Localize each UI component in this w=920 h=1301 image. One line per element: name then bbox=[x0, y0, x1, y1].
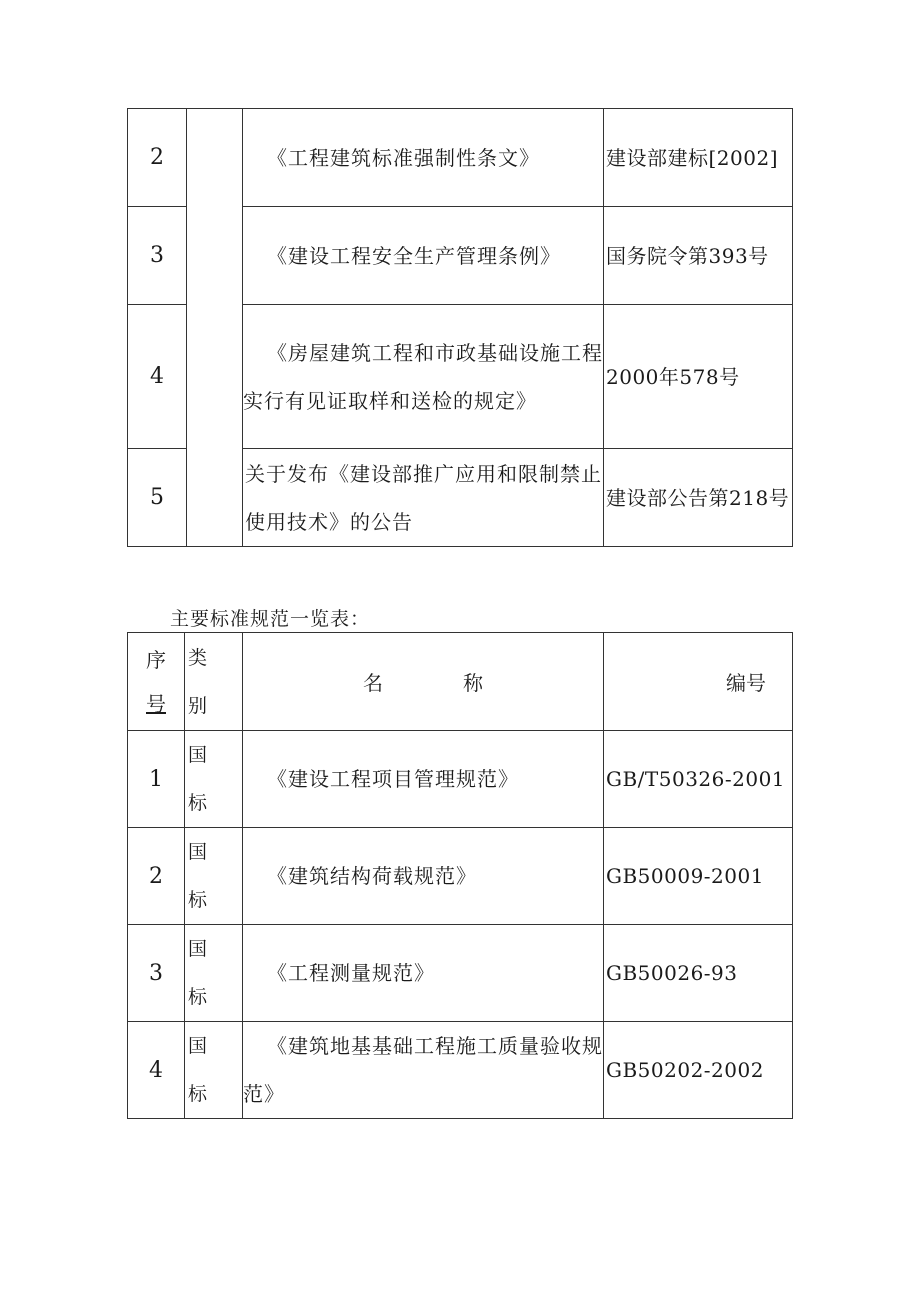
header-name bbox=[243, 633, 604, 731]
row-name bbox=[243, 449, 604, 547]
row-seq: 3 bbox=[128, 925, 185, 1022]
row-code bbox=[604, 925, 793, 1022]
row-code bbox=[604, 449, 793, 547]
header-code: 编号 bbox=[604, 633, 793, 731]
row-name-text: 《建筑结构荷载规范》 bbox=[267, 864, 477, 888]
header-seq-line1: 序 bbox=[146, 647, 166, 672]
row-category bbox=[185, 828, 243, 925]
row-category bbox=[185, 925, 243, 1022]
row-code-text: GB50026-93 bbox=[606, 961, 738, 985]
row-code bbox=[604, 731, 793, 828]
row-cat-line2: 标 bbox=[188, 1083, 208, 1105]
row-name-text: 《工程建筑标准强制性条文》 bbox=[267, 145, 540, 170]
row-seq: 2 bbox=[128, 828, 185, 925]
table-row bbox=[128, 731, 793, 828]
table-row bbox=[128, 925, 793, 1022]
row-category bbox=[185, 731, 243, 828]
row-cat-line1: 国 bbox=[188, 744, 208, 766]
header-category bbox=[185, 633, 243, 731]
table-row bbox=[128, 1022, 793, 1119]
row-code-text: 国务院令第393号 bbox=[606, 243, 769, 268]
row-code-text: GB/T50326-2001 bbox=[606, 767, 786, 791]
row-category bbox=[185, 1022, 243, 1119]
table-row bbox=[128, 828, 793, 925]
header-name-part1: 名 bbox=[363, 671, 383, 695]
row-seq: 2 bbox=[128, 109, 187, 207]
row-code bbox=[604, 1022, 793, 1119]
table-caption: 主要标准规范一览表： bbox=[170, 608, 371, 630]
row-name bbox=[243, 925, 604, 1022]
standards-table bbox=[127, 632, 793, 1119]
row-name bbox=[243, 207, 604, 305]
row-cat-line2: 标 bbox=[188, 792, 208, 814]
row-name bbox=[243, 109, 604, 207]
row-seq: 3 bbox=[128, 207, 187, 305]
row-seq: 4 bbox=[128, 305, 187, 449]
header-cat-line1: 类 bbox=[188, 646, 208, 669]
row-code bbox=[604, 207, 793, 305]
row-seq: 4 bbox=[128, 1022, 185, 1119]
row-code-text: 建设部建标[2002] bbox=[606, 145, 779, 170]
row-code-text: GB50009-2001 bbox=[606, 864, 764, 888]
row-name-text: 《建设工程安全生产管理条例》 bbox=[267, 243, 561, 268]
row-name bbox=[243, 305, 604, 449]
row-cat-line2: 标 bbox=[188, 889, 208, 911]
row-code bbox=[604, 305, 793, 449]
row-code-text: 建设部公告第218号 bbox=[606, 485, 790, 510]
header-seq bbox=[128, 633, 185, 731]
row-cat-line1: 国 bbox=[188, 938, 208, 960]
row-category bbox=[187, 109, 243, 547]
row-name-text: 《房屋建筑工程和市政基础设施工程实行有见证取样和送检的规定》 bbox=[243, 340, 603, 413]
header-row bbox=[128, 633, 793, 731]
row-cat-line2: 标 bbox=[188, 986, 208, 1008]
row-code-text: 2000年578号 bbox=[606, 364, 740, 389]
laws-table bbox=[127, 108, 793, 547]
row-name bbox=[243, 828, 604, 925]
row-name bbox=[243, 731, 604, 828]
row-name-text: 《建筑地基基础工程施工质量验收规范》 bbox=[243, 1034, 603, 1106]
header-seq-line2: 号 bbox=[146, 691, 166, 716]
row-name-text: 《建设工程项目管理规范》 bbox=[267, 767, 519, 791]
table-row bbox=[128, 109, 793, 207]
row-cat-line1: 国 bbox=[188, 1035, 208, 1057]
header-name-part2: 称 bbox=[463, 671, 483, 695]
header-cat-line2: 别 bbox=[188, 694, 208, 717]
row-name bbox=[243, 1022, 604, 1119]
row-seq: 1 bbox=[128, 731, 185, 828]
row-name-text: 关于发布《建设部推广应用和限制禁止使用技术》的公告 bbox=[245, 461, 602, 534]
row-code bbox=[604, 828, 793, 925]
row-cat-line1: 国 bbox=[188, 841, 208, 863]
row-name-text: 《工程测量规范》 bbox=[267, 961, 435, 985]
row-code bbox=[604, 109, 793, 207]
row-code-text: GB50202-2002 bbox=[606, 1058, 764, 1082]
row-seq: 5 bbox=[128, 449, 187, 547]
